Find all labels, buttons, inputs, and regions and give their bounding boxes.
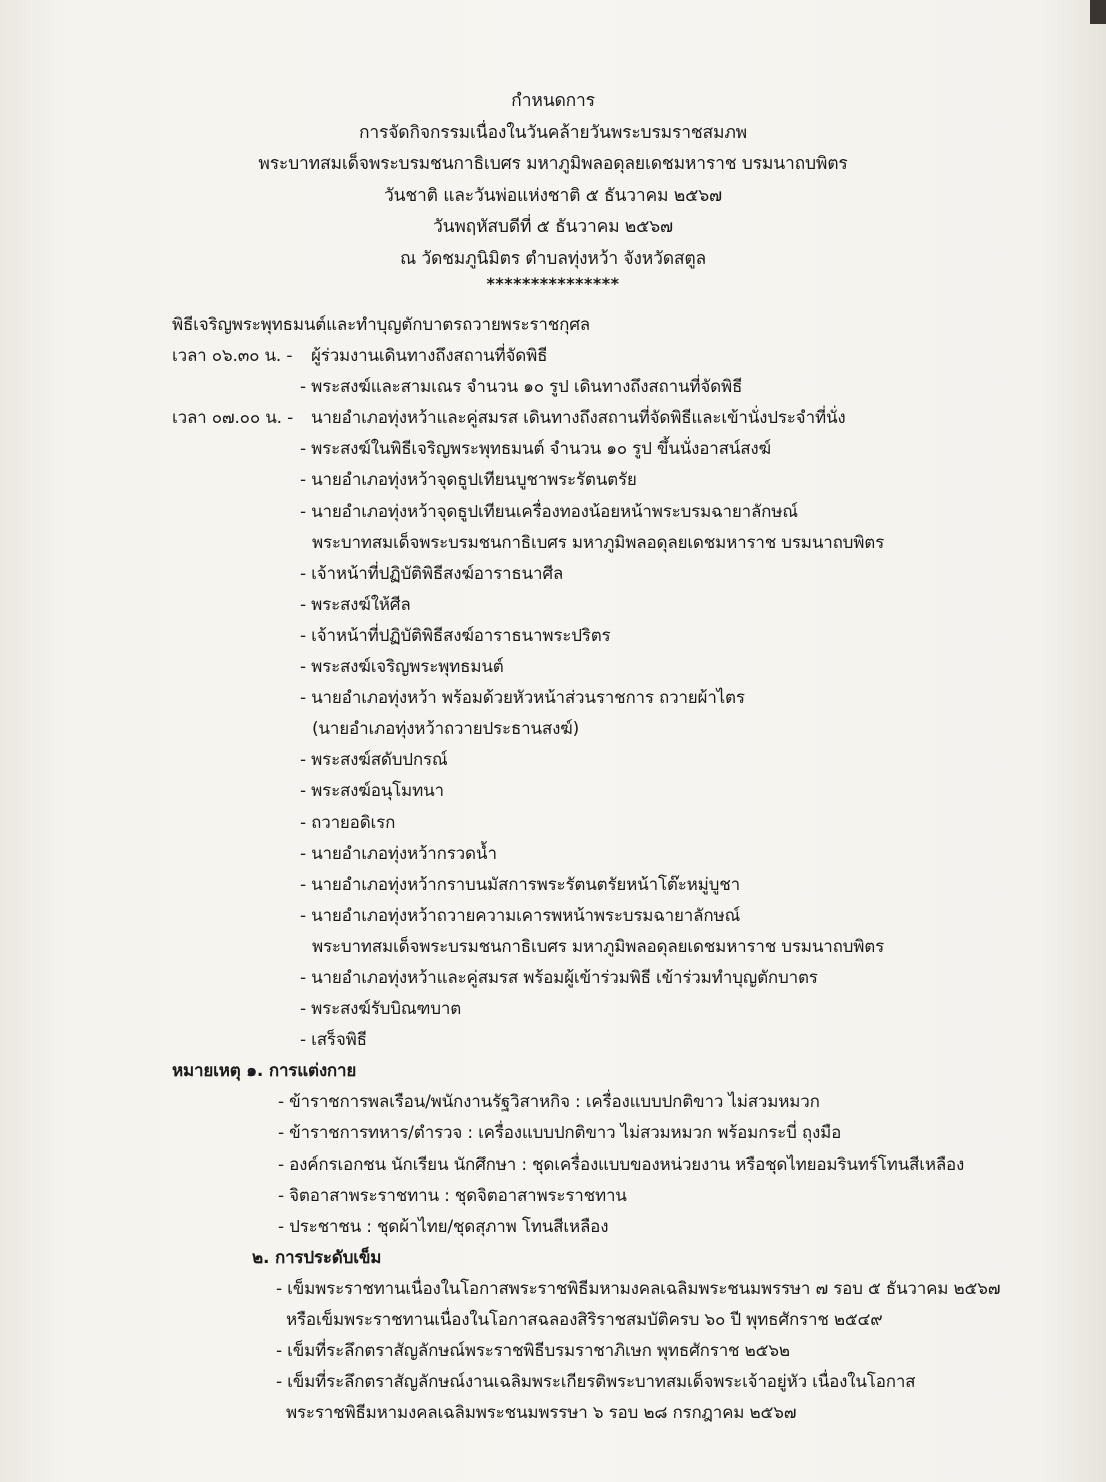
notes-pin-label: ๒. การประดับเข็ม bbox=[252, 1247, 382, 1268]
schedule-item-continuation: พระบาทสมเด็จพระบรมชนกาธิเบศร มหาภูมิพลอดุลยเดชมหาราช บรมนาถบพิตร bbox=[312, 936, 885, 957]
schedule-item: - ถวายอดิเรก bbox=[300, 812, 396, 833]
schedule-row bbox=[0, 559, 1106, 590]
pin-row bbox=[0, 1274, 1106, 1305]
pin-heading-row bbox=[0, 1243, 1106, 1274]
header-date: วันพฤหัสบดีที่ ๕ ธันวาคม ๒๕๖๗ bbox=[432, 217, 674, 237]
header-subtitle: การจัดกิจกรรมเนื่องในวันคล้ายวันพระบรมราชสมภพ bbox=[359, 122, 747, 143]
schedule-item: - พระสงฆ์และสามเณร จำนวน ๑๐ รูป เดินทางถึงสถานที่จัดพิธี bbox=[300, 377, 743, 398]
schedule-item: - พระสงฆ์อนุโมทนา bbox=[300, 781, 444, 802]
pin-row bbox=[0, 1336, 1106, 1367]
schedule-item: - เจ้าหน้าที่ปฏิบัติพิธีสงฆ์อาราธนาพระปริตร bbox=[300, 625, 611, 646]
schedule-item: - พระสงฆ์สดับปกรณ์ bbox=[300, 750, 448, 771]
schedule-item: - เสร็จพิธี bbox=[300, 1030, 367, 1051]
schedule-item: นายอำเภอทุ่งหว้าและคู่สมรส เดินทางถึงสถานที่จัดพิธีและเข้านั่งประจำที่นั่ง bbox=[311, 408, 846, 429]
schedule-row bbox=[0, 497, 1106, 528]
schedule-row bbox=[0, 963, 1106, 994]
schedule-row bbox=[0, 590, 1106, 621]
dress-item: - ข้าราชการพลเรือน/พนักงานรัฐวิสาหกิจ : เครื่องแบบปกติขาว ไม่สวมหมวก bbox=[278, 1092, 820, 1113]
schedule-row bbox=[0, 1025, 1106, 1056]
document-header bbox=[0, 86, 1106, 293]
pin-row bbox=[0, 1305, 1106, 1336]
header-venue: ณ วัดชมภูนิมิตร ตำบลทุ่งหว้า จังหวัดสตูล bbox=[399, 248, 707, 269]
schedule-item: - พระสงฆ์เจริญพระพุทธมนต์ bbox=[300, 657, 504, 678]
pin-item: - เข็มที่ระลึกตราสัญลักษณ์งานเฉลิมพระเกียรติพระบาทสมเด็จพระเจ้าอยู่หัว เนื่องในโอกาส bbox=[276, 1372, 916, 1393]
dress-row bbox=[0, 1181, 1106, 1212]
pin-row bbox=[0, 1367, 1106, 1398]
schedule-row bbox=[0, 434, 1106, 465]
schedule-item: - นายอำเภอทุ่งหว้ากราบนมัสการพระรัตนตรัยหน้าโต๊ะหมู่บูชา bbox=[300, 874, 740, 895]
schedule-row bbox=[0, 403, 1106, 434]
schedule-item: - นายอำเภอทุ่งหว้า พร้อมด้วยหัวหน้าส่วนราชการ ถวายผ้าไตร bbox=[300, 688, 745, 709]
header-royal-name: พระบาทสมเด็จพระบรมชนกาธิเบศร มหาภูมิพลอดุลยเดชมหาราช บรมนาถบพิตร bbox=[258, 154, 848, 174]
pin-item: - เข็มที่ระลึกตราสัญลักษณ์พระราชพิธีบรมราชาภิเษก พุทธศักราช ๒๕๖๒ bbox=[276, 1341, 790, 1362]
schedule-row bbox=[0, 901, 1106, 932]
dress-item: - จิตอาสาพระราชทาน : ชุดจิตอาสาพระราชทาน bbox=[278, 1185, 627, 1206]
schedule-row bbox=[0, 745, 1106, 776]
dress-row bbox=[0, 1212, 1106, 1243]
schedule-row bbox=[0, 341, 1106, 372]
schedule-item: - พระสงฆ์ให้ศีล bbox=[300, 594, 411, 615]
schedule-row bbox=[0, 652, 1106, 683]
schedule-item: - นายอำเภอทุ่งหว้าจุดธูปเทียนบูชาพระรัตนตรัย bbox=[300, 470, 637, 491]
schedule-item-continuation: (นายอำเภอทุ่งหว้าถวายประธานสงฆ์) bbox=[312, 719, 580, 740]
ceremony-heading-row bbox=[0, 310, 1106, 341]
dress-item: - ประชาชน : ชุดผ้าไทย/ชุดสุภาพ โทนสีเหลือง bbox=[278, 1216, 609, 1237]
schedule-row bbox=[0, 839, 1106, 870]
dress-row bbox=[0, 1087, 1106, 1118]
schedule-row bbox=[0, 870, 1106, 901]
schedule-row bbox=[0, 714, 1106, 745]
schedule-row bbox=[0, 776, 1106, 807]
schedule-item: - เจ้าหน้าที่ปฏิบัติพิธีสงฆ์อาราธนาศีล bbox=[300, 563, 564, 584]
scan-edge-shadow bbox=[1090, 0, 1106, 24]
schedule-row bbox=[0, 994, 1106, 1025]
schedule-row bbox=[0, 621, 1106, 652]
notes-heading-row bbox=[0, 1056, 1106, 1087]
schedule-row bbox=[0, 528, 1106, 559]
pin-item-continuation: หรือเข็มพระราชทานเนื่องในโอกาสฉลองสิริราชสมบัติครบ ๖๐ ปี พุทธศักราช ๒๕๔๙ bbox=[286, 1310, 883, 1330]
header-occasion: วันชาติ และวันพ่อแห่งชาติ ๕ ธันวาคม ๒๕๖๗ bbox=[383, 185, 722, 206]
schedule-item: ผู้ร่วมงานเดินทางถึงสถานที่จัดพิธี bbox=[311, 346, 548, 367]
schedule-item: - นายอำเภอทุ่งหว้าและคู่สมรส พร้อมผู้เข้าร่วมพิธี เข้าร่วมทำบุญตักบาตร bbox=[300, 967, 818, 988]
pin-item: - เข็มพระราชทานเนื่องในโอกาสพระราชพิธีมหามงคลเฉลิมพระชนมพรรษา ๗ รอบ ๕ ธันวาคม ๒๕๖๗ bbox=[276, 1278, 1001, 1299]
ceremony-heading: พิธีเจริญพระพุทธมนต์และทำบุญตักบาตรถวายพระราชกุศล bbox=[172, 315, 590, 335]
schedule-item: - นายอำเภอทุ่งหว้าถวายความเคารพหน้าพระบรมฉายาลักษณ์ bbox=[300, 905, 741, 926]
document-body bbox=[0, 310, 1106, 1429]
time-label: เวลา ๐๖.๓๐ น. - bbox=[172, 346, 293, 367]
dress-item: - องค์กรเอกชน นักเรียน นักศึกษา : ชุดเครื่องแบบของหน่วยงาน หรือชุดไทยอมรินทร์โทนสีเหลือง bbox=[278, 1154, 965, 1175]
schedule-row bbox=[0, 372, 1106, 403]
dress-row bbox=[0, 1150, 1106, 1181]
header-separator-stars: *************** bbox=[486, 274, 620, 293]
header-title: กำหนดการ bbox=[511, 91, 595, 111]
pin-item-continuation: พระราชพิธีมหามงคลเฉลิมพระชนมพรรษา ๖ รอบ ๒๘ กรกฎาคม ๒๕๖๗ bbox=[286, 1403, 797, 1424]
schedule-row bbox=[0, 932, 1106, 963]
time-label: เวลา ๐๗.๐๐ น. - bbox=[172, 408, 294, 429]
pin-row bbox=[0, 1398, 1106, 1429]
schedule-item: - นายอำเภอทุ่งหว้าจุดธูปเทียนเครื่องทองน้อยหน้าพระบรมฉายาลักษณ์ bbox=[300, 501, 798, 522]
schedule-row bbox=[0, 465, 1106, 496]
schedule-item: - นายอำเภอทุ่งหว้ากรวดน้ำ bbox=[300, 843, 497, 864]
notes-dress-label: หมายเหตุ ๑. การแต่งกาย bbox=[172, 1061, 357, 1082]
dress-item: - ข้าราชการทหาร/ตำรวจ : เครื่องแบบปกติขาว ไม่สวมหมวก พร้อมกระบี่ ถุงมือ bbox=[278, 1123, 842, 1144]
schedule-row bbox=[0, 683, 1106, 714]
schedule-row bbox=[0, 808, 1106, 839]
schedule-item-continuation: พระบาทสมเด็จพระบรมชนกาธิเบศร มหาภูมิพลอดุลยเดชมหาราช บรมนาถบพิตร bbox=[312, 532, 885, 553]
dress-row bbox=[0, 1118, 1106, 1149]
schedule-item: - พระสงฆ์ในพิธีเจริญพระพุทธมนต์ จำนวน ๑๐ รูป ขึ้นนั่งอาสน์สงฆ์ bbox=[300, 439, 771, 460]
schedule-item: - พระสงฆ์รับบิณฑบาต bbox=[300, 999, 462, 1020]
